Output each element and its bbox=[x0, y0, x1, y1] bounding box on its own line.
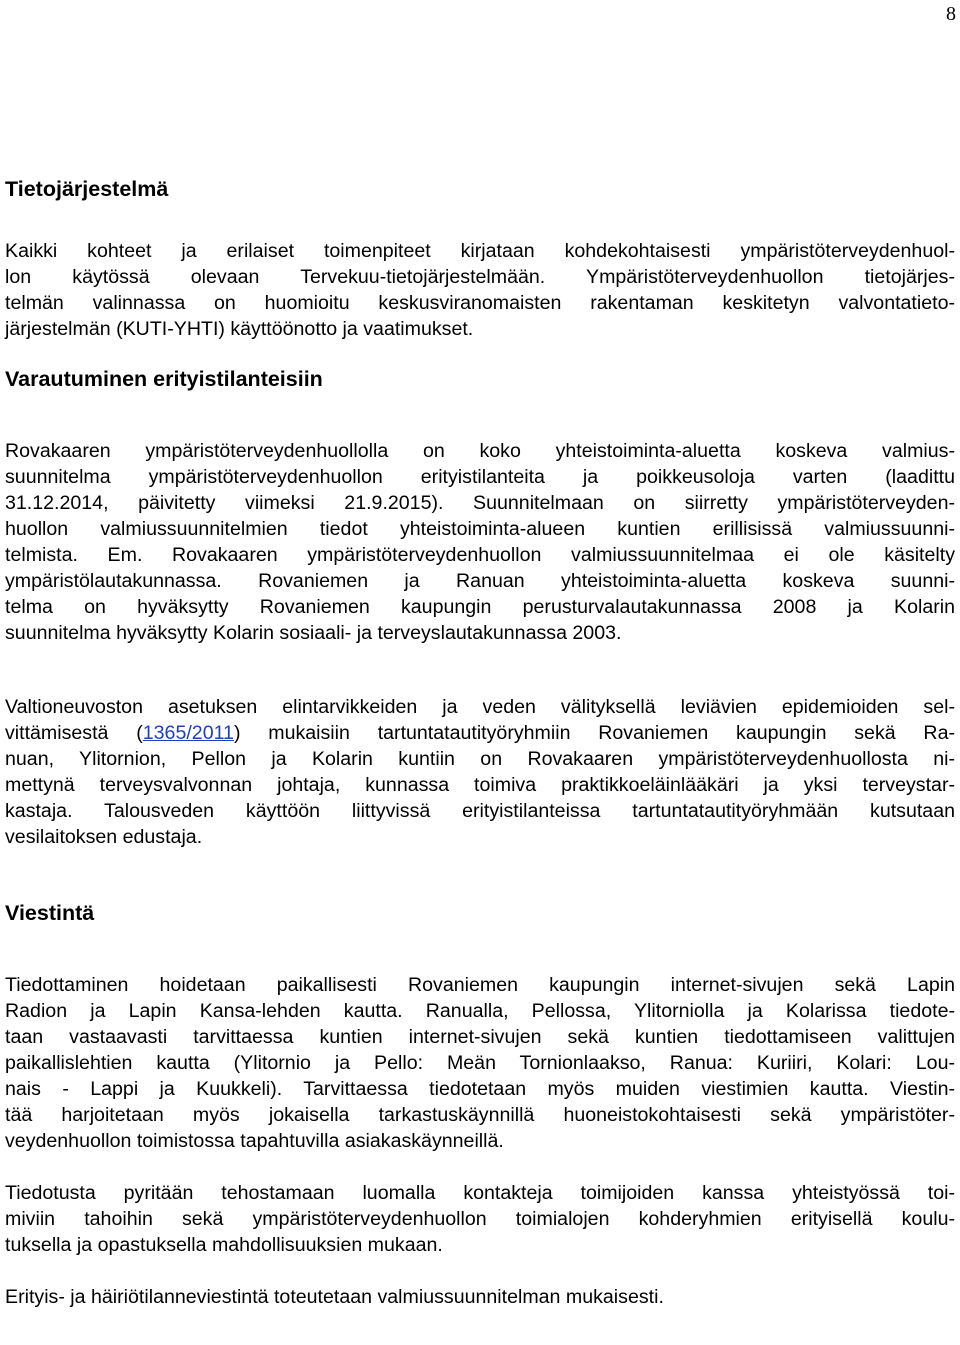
page-number: 8 bbox=[946, 3, 956, 25]
text-segment: ) mukaisiin tartuntatautityöryhmiin Rovaniemen kaupungin sekä Ra- bbox=[233, 722, 955, 744]
paragraph-tartuntatautityoryhmat bbox=[5, 694, 955, 850]
text-line: Tiedottaminen hoidetaan paikallisesti Rovaniemen kaupungin internet-sivujen sekä Lapin bbox=[5, 974, 955, 996]
paragraph-tietojarjestelma bbox=[5, 238, 955, 342]
text-line: tää harjoitetaan myös jokaisella tarkastuskäynnillä huoneistokohtaisesti sekä ympäristöter- bbox=[5, 1104, 955, 1126]
document-body bbox=[5, 174, 955, 1310]
text-line: suunnitelma hyväksytty Kolarin sosiaali- ja terveyslautakunnassa 2003. bbox=[5, 622, 622, 644]
text-line: Kaikki kohteet ja erilaiset toimenpiteet kirjataan kohdekohtaisesti ympäristöterveydenhuol- bbox=[5, 240, 955, 262]
text-line: Valtioneuvoston asetuksen elintarvikkeiden ja veden välityksellä leviävien epidemioiden sel- bbox=[5, 696, 955, 718]
heading-tietojarjestelma: Tietojärjestelmä bbox=[5, 177, 169, 201]
text-line: telmista. Em. Rovakaaren ympäristöterveydenhuollon valmiussuunnitelmaa ei ole käsitelty bbox=[5, 544, 955, 566]
text-line: nuan, Ylitornion, Pellon ja Kolarin kuntiin on Rovakaaren ympäristöterveydenhuollosta ni- bbox=[5, 748, 955, 770]
text-line: Rovakaaren ympäristöterveydenhuollolla on koko yhteistoiminta-aluetta koskeva valmius- bbox=[5, 440, 955, 462]
text-line: telma on hyväksytty Rovaniemen kaupungin perusturvalautakunnassa 2008 ja Kolarin bbox=[5, 596, 955, 618]
heading-viestinta: Viestintä bbox=[5, 901, 95, 925]
text-line: tuksella ja opastuksella mahdollisuuksien mukaan. bbox=[5, 1234, 443, 1256]
text-line: järjestelmän (KUTI-YHTI) käyttöönotto ja vaatimukset. bbox=[5, 318, 474, 340]
text-line: lon käytössä olevaan Tervekuu-tietojärjestelmään. Ympäristöterveydenhuollon tietojärjes- bbox=[5, 266, 955, 288]
text-line: suunnitelma ympäristöterveydenhuollon erityistilanteita ja poikkeusoloja varten (laadittu bbox=[5, 466, 955, 488]
text-line: miviin tahoihin sekä ympäristöterveydenhuollon toimialojen kohderyhmien erityisellä koulu- bbox=[5, 1208, 955, 1230]
text-line: Tiedotusta pyritään tehostamaan luomalla kontakteja toimijoiden kanssa yhteistyössä toi- bbox=[5, 1182, 955, 1204]
heading-varautuminen: Varautuminen erityistilanteisiin bbox=[5, 367, 323, 391]
paragraph-hairiotilanneviestinta bbox=[5, 1284, 955, 1310]
text-line: vesilaitoksen edustaja. bbox=[5, 826, 203, 848]
text-line: nais - Lappi ja Kuukkeli). Tarvittaessa tiedotetaan myös muiden viestimien kautta. Viestin- bbox=[5, 1078, 955, 1100]
paragraph-tiedotus bbox=[5, 1180, 955, 1258]
text-line: Radion ja Lapin Kansa-lehden kautta. Ranualla, Pellossa, Ylitorniolla ja Kolarissa tiedote- bbox=[5, 1000, 955, 1022]
text-segment: vittämisestä ( bbox=[5, 722, 143, 744]
text-line: mettynä terveysvalvonnan johtaja, kunnassa toimiva praktikkoeläinlääkäri ja yksi terveystar- bbox=[5, 774, 955, 796]
paragraph-valmiussuunnitelma bbox=[5, 438, 955, 646]
text-line: kastaja. Talousveden käyttöön liittyvissä erityistilanteissa tartuntatautityöryhmään kutsutaan bbox=[5, 800, 955, 822]
text-line: paikallislehtien kautta (Ylitornio ja Pello: Meän Tornionlaakso, Ranua: Kuriiri, Kolari: Lou- bbox=[5, 1052, 955, 1074]
paragraph-tiedottaminen bbox=[5, 972, 955, 1154]
text-line: 31.12.2014, päivitetty viimeksi 21.9.2015). Suunnitelmaan on siirretty ympäristöterveyden- bbox=[5, 492, 955, 514]
text-line: veydenhuollon toimistossa tapahtuvilla asiakaskäynneillä. bbox=[5, 1130, 504, 1152]
text-line: taan vastaavasti tarvittaessa kuntien internet-sivujen sekä kuntien tiedottamiseen valittujen bbox=[5, 1026, 955, 1048]
text-line: huollon valmiussuunnitelmien tiedot yhteistoiminta-alueen kuntien erillisissä valmiussuunni- bbox=[5, 518, 955, 540]
text-line: telmän valinnassa on huomioitu keskusviranomaisten rakentaman keskitetyn valvontatieto- bbox=[5, 292, 955, 314]
statute-link[interactable]: 1365/2011 bbox=[142, 722, 234, 744]
text-line-with-link bbox=[5, 720, 955, 746]
text-line: Erityis- ja häiriötilanneviestintä toteutetaan valmiussuunnitelman mukaisesti. bbox=[5, 1286, 664, 1308]
text-line: ympäristölautakunnassa. Rovaniemen ja Ranuan yhteistoiminta-aluetta koskeva suunni- bbox=[5, 570, 955, 592]
